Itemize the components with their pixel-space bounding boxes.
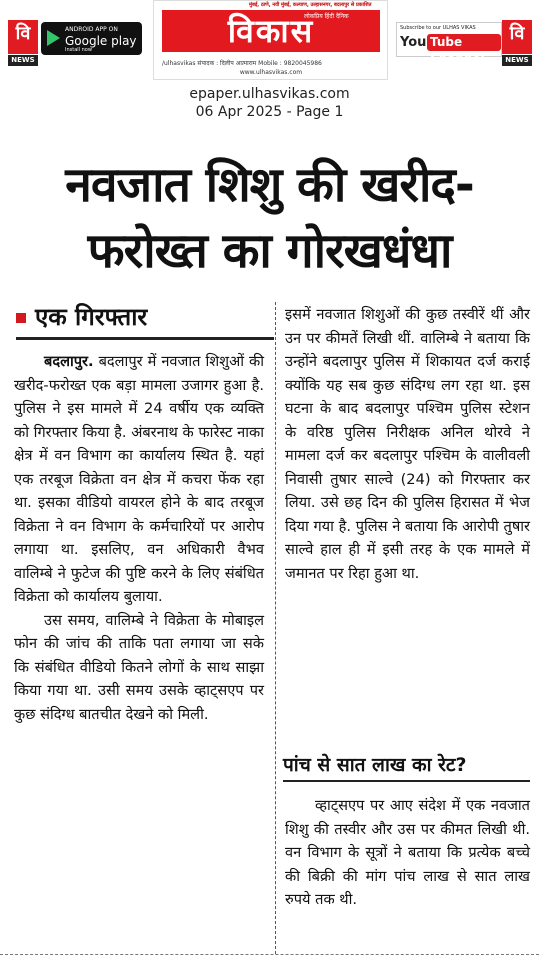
yt-subscribe-text: Subscribe to our ULHAS VIKAS [400, 25, 476, 31]
google-play-badge[interactable] [41, 22, 142, 55]
article-headline [8, 152, 531, 284]
article-paragraph-3: इसमें नवजात शिशुओं की कुछ तस्वीरें थीं और उन पर कीमतें लिखी थीं. वालिम्बे ने बताया कि उन्होंने बदलापुर पुलिस में शिकायत दर्ज कराई क्योंकि यह सब कुछ संदिग्ध लग रहा था. इस घटना के बाद बदलापुर पश्चिम पुलिस स्टेशन के वरिष्ठ पुलिस निरीक्षक अनिल थोरवे ने मामला दर्ज कर बदलापुर पश्चिम के वालीवली निवासी तुषार साल्वे (24) को गिरफ्तार कर लिया. उसे छह दिन की पुलिस हिरासत में भेज दिया गया है. पुलिस ने बताया कि आरोपी तुषार साल्वे हाल ही में इसी तरह के एक मामले में जमानत पर रिहा हुआ था. [285, 306, 530, 582]
headline-line-1: नवजात शिशु की खरीद- [65, 157, 474, 213]
dateline: बदलापुर. [44, 353, 94, 370]
logo-letter: वि [509, 23, 525, 44]
play-store-icon [47, 30, 60, 46]
column-divider [275, 302, 276, 954]
kicker [16, 302, 147, 332]
article-paragraph-1 [14, 350, 264, 609]
newspaper-header [0, 0, 539, 80]
masthead-tagline: लोकप्रिय हिंदी दैनिक [304, 13, 349, 20]
gplay-caption: ANDROID APP ON [65, 26, 118, 33]
vikas-news-logo-right[interactable] [502, 20, 532, 64]
article-subheading: पांच से सात लाख का रेट? [283, 754, 467, 776]
masthead-contact: /ulhasvikas संपादक : दिलीप आत्माराम Mobile : 9820045986 [162, 60, 322, 67]
article-column-1 [14, 350, 264, 726]
masthead [153, 0, 388, 80]
article-paragraph-2: उस समय, वालिम्बे ने विक्रेता के मोबाइल फोन की जांच की ताकि पता लगाया जा सके कि संबंधित वीडियो कितने लोगों के साथ साझा किया गया था. उसी समय उसके व्हाट्सएप पर कुछ संदिग्ध बातचीत देखने को मिली. [14, 611, 264, 723]
epaper-site[interactable]: epaper.ulhasvikas.com [189, 86, 350, 102]
masthead-editions: मुंबई, ठाणे, नवी मुंबई, कल्याण, उल्हासनगर, बदलापुर से प्रकाशित [249, 2, 372, 8]
subheading-rule [283, 780, 530, 782]
bottom-border [0, 954, 539, 955]
headline-line-2: फरोख्त का गोरखधंधा [87, 223, 452, 279]
red-square-bullet-icon [16, 313, 26, 323]
logo-news-label: NEWS [502, 55, 532, 66]
vikas-news-logo-left[interactable] [8, 20, 38, 64]
article-column-2-lower [285, 794, 530, 912]
gplay-store-name: Google play [65, 34, 137, 48]
article-column-2 [285, 303, 530, 585]
article-paragraph-4: व्हाट्सएप पर आए संदेश में एक नवजात शिशु की तस्वीर और उस पर कीमत लिखी थी. वन विभाग के सूत्रों ने बताया कि प्रत्येक बच्चे की बिक्री की मांग पांच लाख से सात लाख रुपये तक थी. [285, 797, 530, 908]
masthead-title-text: विकास [227, 12, 315, 50]
paragraph-1-text: बदलापुर में नवजात शिशुओं की खरीद-फरोख्त एक बड़ा मामला उजागर हुआ है. पुलिस ने इस मामले में 24 वर्षीय एक व्यक्ति को गिरफ्तार किया है. अंबरनाथ के फारेस्ट नाका क्षेत्र में वन विभाग का कार्यालय स्थित है. यहां एक तरबूज विक्रेता वन क्षेत्र में कचरा फेंक रहा था. इसका वीडियो वायरल होने के बाद तरबूज विक्रेता ने वन विभाग के कर्मचारियों पर आरोप लगाया था. इसलिए, वन अधिकारी वैभव वालिम्बे ने फुटेज की पुष्टि करने के लिए संबंधित विक्रेता को कार्यालय बुलाया. [14, 353, 265, 605]
epaper-meta [0, 85, 539, 121]
edition-date-page: 06 Apr 2025 - Page 1 [195, 104, 344, 120]
youtube-icon: Tube Channel [427, 34, 501, 51]
kicker-text: एक गिरफ्तार [35, 303, 148, 331]
yt-you: You [400, 35, 427, 50]
masthead-url: www.ulhasvikas.com [239, 69, 303, 76]
gplay-install: Install now [65, 47, 92, 53]
kicker-rule [16, 337, 274, 340]
logo-news-label: NEWS [8, 55, 38, 66]
logo-letter: वि [15, 23, 31, 44]
youtube-channel-badge[interactable] [396, 22, 502, 66]
